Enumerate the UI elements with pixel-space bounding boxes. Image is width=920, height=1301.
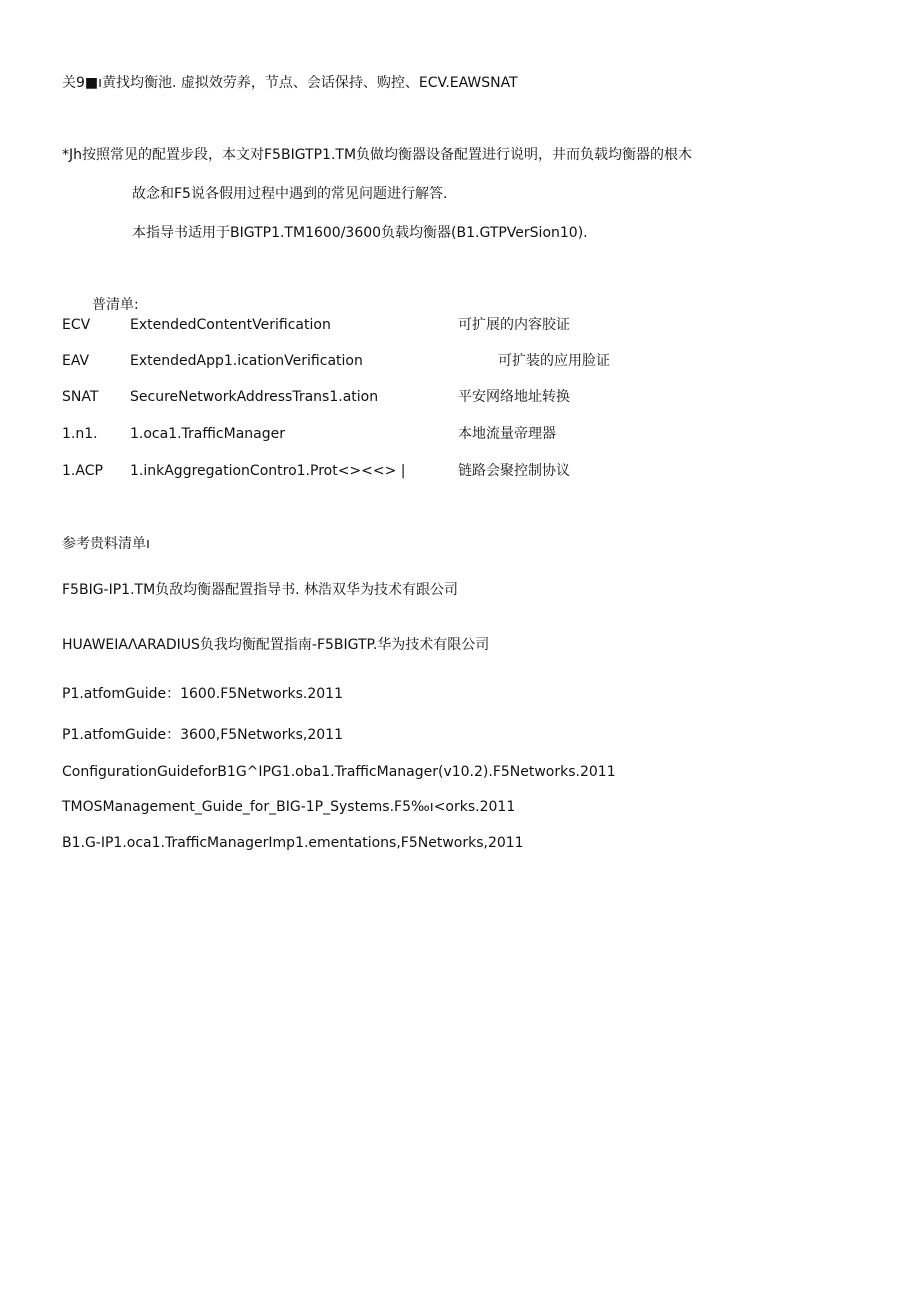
glossary-full: SecureNetworkAddressTrans1.ation <box>130 389 379 405</box>
glossary-full: 1.oca1.TrafficManager <box>130 426 285 442</box>
glossary-abbr: 1.ACP <box>62 463 103 479</box>
glossary-full: ExtendedApp1.icationVerification <box>130 353 363 369</box>
glossary-row <box>0 425 920 445</box>
glossary-zh: 链路会聚控制协议 <box>458 463 570 479</box>
intro-line-3: 本指导书适用于BIGTP1.TM1600/3600负载均衡器(B1.GTPVerSion10). <box>132 225 588 241</box>
glossary-zh: 本地流量帝理器 <box>458 426 556 442</box>
glossary-heading: 普清单: <box>92 297 139 313</box>
glossary-zh: 可扩展的内容胶证 <box>458 317 570 333</box>
glossary-row <box>0 388 920 408</box>
reference-item: B1.G-IP1.oca1.TrafficManagerImp1.ementations,F5Networks,2011 <box>62 835 524 851</box>
keywords-line: 关9■ı黄找均衡池. 虚拟效劳养，节点、会话保持、购控、ECV.EAWSNAT <box>62 75 518 91</box>
glossary-zh: 可扩装的应用脸证 <box>498 353 610 369</box>
reference-item: P1.atfomGuide：3600,F5Networks,2011 <box>62 727 343 743</box>
intro-line-1: *Jh按照常见的配置步段，本文对F5BIGTP1.TM负做均衡器设备配置进行说明，井而负载均衡器的根木 <box>62 147 693 163</box>
intro-line-2: 故念和F5说各假用过程中遇到的常见问题进行解答. <box>132 186 448 202</box>
glossary-full: 1.inkAggregationContro1.Prot<><<> | <box>130 463 406 479</box>
glossary-row <box>0 352 920 372</box>
glossary-row <box>0 462 920 482</box>
glossary-abbr: ECV <box>62 317 91 333</box>
glossary-abbr: EAV <box>62 353 90 369</box>
glossary-row <box>0 316 920 336</box>
reference-item: P1.atfomGuide：1600.F5Networks.2011 <box>62 686 343 702</box>
reference-item: F5BIG-IP1.TM负敌均衡器配置指导书. 林浩双华为技术有跟公司 <box>62 582 459 598</box>
reference-item: TMOSManagement_Guide_for_BIG-1P_Systems.F5‰ı<orks.2011 <box>62 799 516 815</box>
references-heading: 参考贵料清单ı <box>62 536 150 552</box>
glossary-zh: 平安网络地址转换 <box>458 389 570 405</box>
glossary-full: ExtendedContentVerification <box>130 317 331 333</box>
glossary-abbr: 1.n1. <box>62 426 98 442</box>
reference-item: ConfigurationGuideforB1G^IPG1.oba1.TrafficManager(v10.2).F5Networks.2011 <box>62 764 616 780</box>
glossary-abbr: SNAT <box>62 389 99 405</box>
reference-item: HUAWEIAΛARADIUS负我均衡配置指南-F5BIGTP.华为技术有限公司 <box>62 637 490 653</box>
